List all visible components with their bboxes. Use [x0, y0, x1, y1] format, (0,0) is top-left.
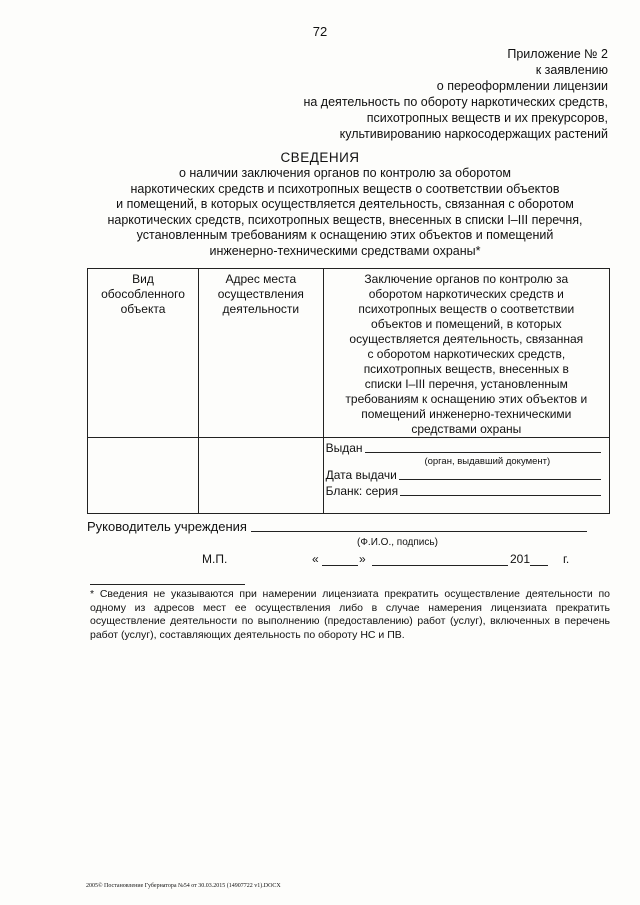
header-line: оборотом наркотических средств и: [368, 287, 564, 301]
header-line: с оборотом наркотических средств,: [367, 347, 566, 361]
header-line: Адрес места: [225, 272, 297, 286]
head-signature-field[interactable]: [251, 530, 587, 532]
header-line: осуществления: [217, 287, 304, 301]
issue-date-label: Дата выдачи: [325, 468, 397, 482]
blank-series-field[interactable]: [400, 494, 601, 496]
header-line: требованиям к оснащению этих объектов и: [345, 392, 588, 406]
info-table: [87, 268, 610, 514]
appendix-header: [208, 46, 608, 142]
quote-close: »: [359, 552, 366, 566]
stamp-date-row: [0, 552, 640, 570]
issue-date-field[interactable]: [399, 478, 601, 480]
issued-field[interactable]: [365, 451, 601, 453]
appendix-line: на деятельность по обороту наркотических средств,: [303, 95, 608, 109]
year-field[interactable]: [530, 565, 548, 566]
header-line: средствами охраны: [411, 422, 522, 436]
header-line: осуществляется деятельность, связанная: [349, 332, 584, 346]
subtitle-line: о наличии заключения органов по контролю за оборотом: [178, 166, 512, 180]
appendix-line: о переоформлении лицензии: [436, 79, 608, 93]
stamp-label: М.П.: [202, 552, 228, 566]
year-suffix: г.: [563, 552, 570, 566]
head-signature-row: [87, 519, 587, 534]
header-line: помещений инженерно-техническими: [361, 407, 572, 421]
year-prefix: 201: [510, 552, 531, 566]
subtitle-line: инженерно-техническими средствами охраны*: [209, 243, 481, 258]
footnote: * Сведения не указываются при намерении лицензиата прекратить осуществление деятельности по одному из адресов мест ее осуществления либо в случае намерения лицензиата прекратить осуществление деятельности по выполнению (предоставлению) работ (услуг), включенных в перечень работ (услуг), составляющих деятельность по обороту НС и ПВ.: [90, 588, 610, 641]
header-conclusion: [323, 269, 609, 438]
header-address: [199, 269, 324, 438]
header-line: Вид: [132, 272, 154, 286]
header-line: деятельности: [222, 302, 300, 316]
issue-date-row: [326, 467, 609, 483]
footnote-divider: [90, 584, 245, 585]
subtitle-line: наркотических средств и психотропных веществ о соответствии объектов: [130, 181, 560, 196]
month-field[interactable]: [372, 565, 508, 566]
fio-caption: (Ф.И.О., подпись): [357, 537, 438, 548]
page-number: 72: [312, 24, 328, 39]
header-line: объекта: [120, 302, 166, 316]
head-label: Руководитель учреждения: [87, 519, 247, 534]
document-footer: 2005© Постановление Губернатора №54 от 30.03.2015 (14907722 v1).DOCX: [86, 883, 281, 889]
address-cell[interactable]: [199, 438, 324, 514]
appendix-line: культивированию наркосодержащих растений: [339, 127, 608, 141]
object-type-cell[interactable]: [88, 438, 199, 514]
issued-label: Выдан: [325, 441, 363, 455]
subtitle-line: наркотических средств, психотропных веществ, внесенных в списки I–III перечня,: [107, 212, 583, 227]
document-subtitle: [80, 166, 610, 259]
header-line: Заключение органов по контролю за: [364, 272, 569, 286]
day-field[interactable]: [322, 565, 358, 566]
header-line: психотропных веществ, внесенных в: [363, 362, 569, 376]
header-line: списки I–III перечня, установленным: [364, 377, 568, 391]
appendix-line: Приложение № 2: [507, 47, 608, 61]
header-line: психотропных веществ о соответствии: [358, 302, 575, 316]
conclusion-cell: [323, 438, 609, 514]
header-line: обособленного: [101, 287, 185, 301]
issued-row: [326, 440, 609, 456]
subtitle-line: и помещений, в которых осуществляется деятельность, связанная с оборотом: [116, 197, 574, 211]
blank-label: Бланк: серия: [325, 484, 399, 498]
header-object-type: [88, 269, 199, 438]
header-line: объектов и помещений, в которых: [371, 317, 562, 331]
appendix-line: психотропных веществ и их прекурсоров,: [366, 111, 608, 125]
appendix-line: к заявлению: [535, 63, 608, 77]
blank-row: [326, 483, 609, 499]
document-title: СВЕДЕНИЯ: [280, 150, 360, 165]
subtitle-line: установленным требованиям к оснащению этих объектов и помещений: [136, 228, 554, 242]
quote-open: «: [312, 552, 319, 566]
issued-caption: (орган, выдавший документ): [424, 456, 551, 467]
